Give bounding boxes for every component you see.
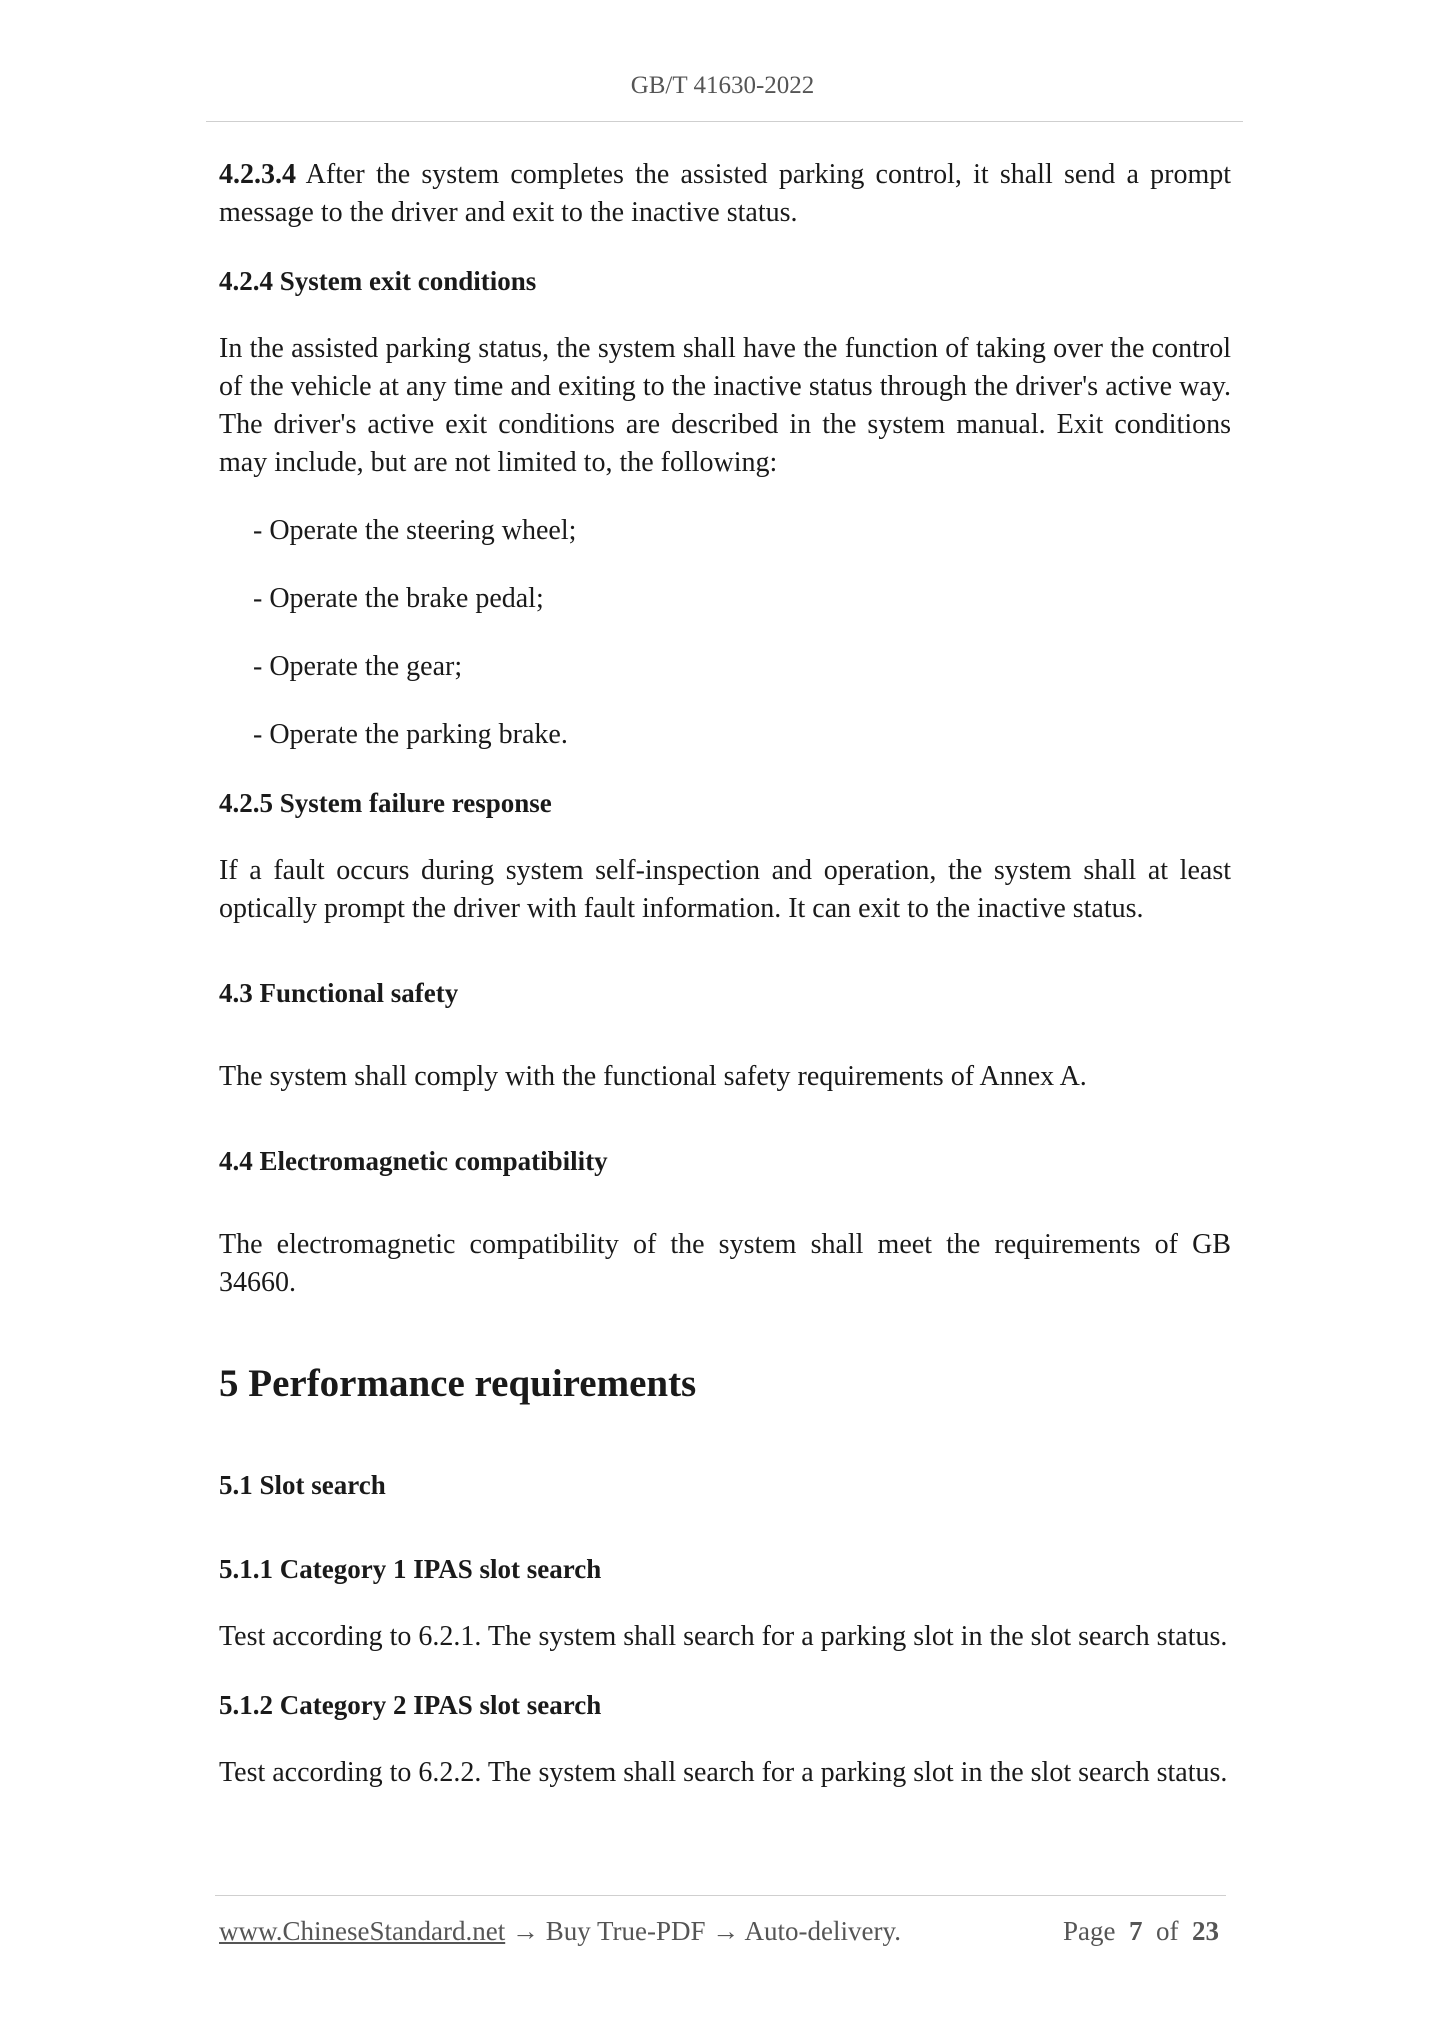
- heading-51: 5.1 Slot search: [219, 1470, 386, 1500]
- paragraph-4234: [219, 156, 1231, 232]
- heading-512: 5.1.2 Category 2 IPAS slot search: [219, 1690, 602, 1720]
- header-title: GB/T 41630-2022: [630, 72, 815, 99]
- heading-5: 5 Performance requirements: [219, 1362, 697, 1405]
- footer-divider: [215, 1895, 1226, 1896]
- header-divider: [206, 121, 1243, 122]
- paragraph-425: If a fault occurs during system self-inspection and operation, the system shall at least optically prompt the driver with fault information. It can exit to the inactive status.: [219, 855, 1231, 924]
- heading-44: 4.4 Electromagnetic compatibility: [219, 1146, 608, 1176]
- footer: [219, 1916, 1219, 1947]
- site-link[interactable]: www.ChineseStandard.net: [219, 1916, 506, 1946]
- clause-number: 4.2.3.4: [219, 159, 296, 190]
- list-item: - Operate the gear;: [253, 651, 463, 682]
- heading-424: 4.2.4 System exit conditions: [219, 266, 537, 296]
- list-item: - Operate the steering wheel;: [253, 515, 577, 546]
- page-indicator: Page 7 of 23: [1063, 1916, 1219, 1946]
- paragraph-43: The system shall comply with the functional safety requirements of Annex A.: [219, 1061, 1087, 1092]
- list-item: - Operate the brake pedal;: [253, 583, 544, 614]
- paragraph-512: Test according to 6.2.2. The system shall search for a parking slot in the slot search status.: [219, 1757, 1228, 1788]
- page-total: 23: [1192, 1916, 1219, 1946]
- paragraph-44: The electromagnetic compatibility of the system shall meet the requirements of GB 34660.: [219, 1229, 1231, 1298]
- footer-promo: → Buy True-PDF → Auto-delivery.: [505, 1916, 901, 1946]
- heading-425: 4.2.5 System failure response: [219, 788, 552, 818]
- heading-43: 4.3 Functional safety: [219, 978, 459, 1008]
- list-item: - Operate the parking brake.: [253, 719, 568, 750]
- page-number: 7: [1129, 1916, 1143, 1946]
- clause-text: After the system completes the assisted parking control, it shall send a prompt message to the driver and exit to the inactive status.: [219, 159, 1231, 228]
- paragraph-511: Test according to 6.2.1. The system shall search for a parking slot in the slot search status.: [219, 1621, 1228, 1652]
- page-content: [219, 156, 1231, 1792]
- paragraph-424: In the assisted parking status, the system shall have the function of taking over the control of the vehicle at any time and exiting to the inactive status through the driver's active way. The driver's active exit conditions are described in the system manual. Exit conditions may include, but are not limited to, the following:: [219, 333, 1231, 478]
- heading-511: 5.1.1 Category 1 IPAS slot search: [219, 1554, 602, 1584]
